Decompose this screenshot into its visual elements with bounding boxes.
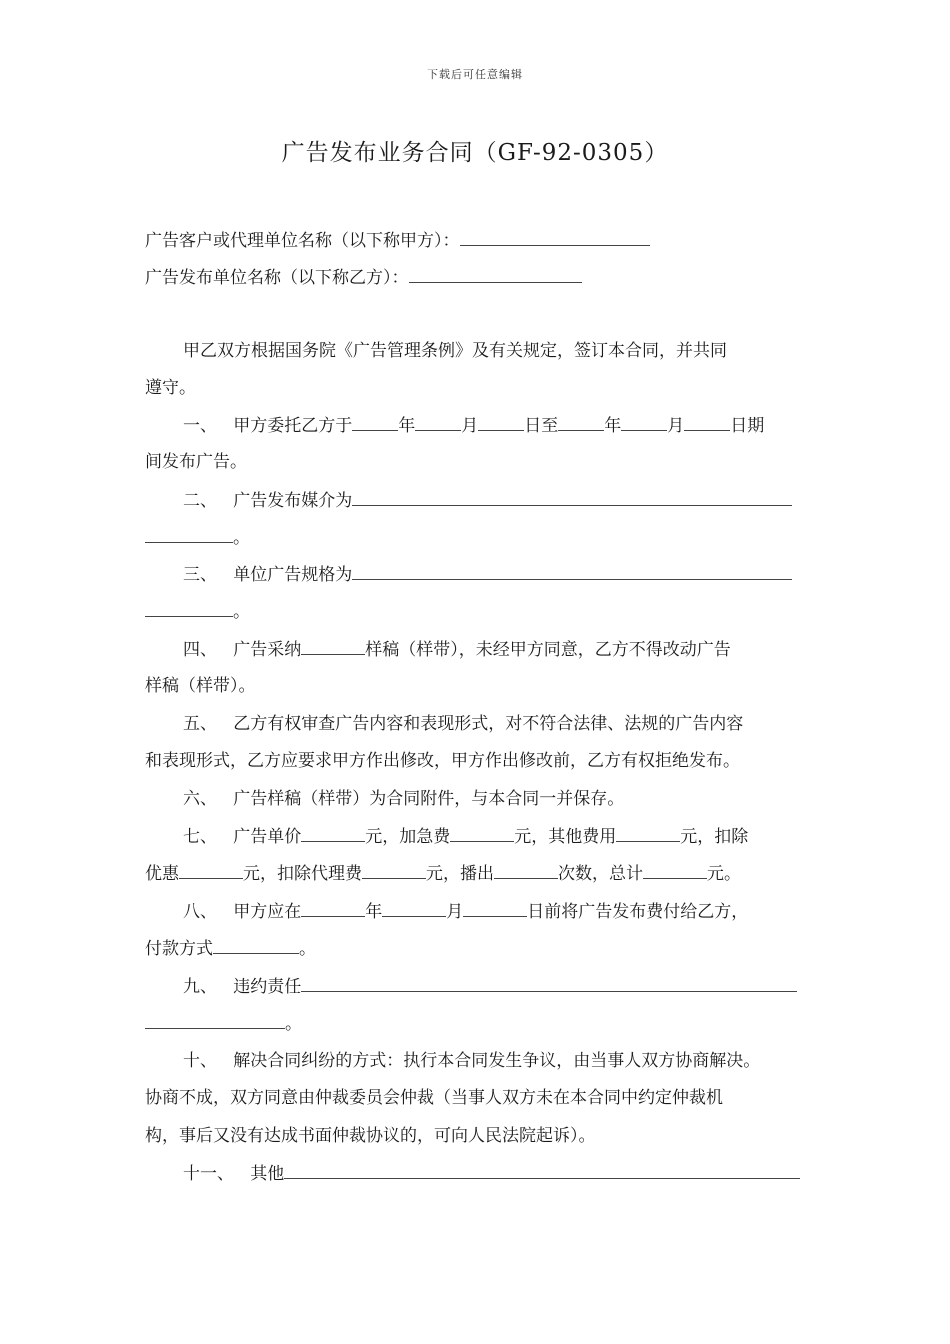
- party-b-line: [145, 266, 582, 289]
- clause-text: 其他: [250, 1164, 285, 1184]
- intro-line-2: 遵守。: [145, 378, 196, 398]
- clause-5-line-2: 和表现形式，乙方应要求甲方作出修改，甲方作出修改前，乙方有权拒绝发布。: [145, 751, 740, 771]
- intro-line-1: 甲乙双方根据国务院《广告管理条例》及有关规定，签订本合同，并共同: [183, 341, 727, 361]
- unit-year: 年: [604, 416, 622, 436]
- pay-month-blank: [382, 900, 446, 917]
- clause-10-line-3: 构，事后又没有达成书面仲裁协议的，可向人民法院起诉）。: [145, 1126, 596, 1146]
- sample-blank: [301, 638, 365, 655]
- clause-text: 单位广告规格为: [233, 565, 353, 585]
- clause-4-line-2: 样稿（样带）。: [145, 676, 256, 696]
- clause-text: 违约责任: [233, 977, 302, 997]
- unit-day-to: 日至: [524, 416, 559, 436]
- period: 。: [233, 602, 250, 622]
- unit-month: 月: [446, 902, 464, 922]
- deduct-label: 元，扣除: [680, 827, 749, 847]
- discount-label: 优惠: [145, 864, 179, 884]
- party-b-label: 广告发布单位名称（以下称乙方）：: [145, 268, 409, 288]
- spec-blank-cont: [145, 600, 233, 617]
- clause-number: 十一、: [183, 1164, 234, 1184]
- clause-2-line-2: [145, 526, 250, 549]
- unit-year: 年: [398, 416, 416, 436]
- end-day-blank: [684, 414, 730, 431]
- clause-number: 七、: [183, 827, 217, 847]
- pay-year-blank: [301, 900, 365, 917]
- clause-number: 三、: [183, 565, 217, 585]
- total-blank: [643, 862, 707, 879]
- clause-7-line-2: [145, 862, 741, 885]
- rush-fee-blank: [450, 825, 514, 842]
- agency-fee-label: 元，扣除代理费: [243, 864, 362, 884]
- clause-number: 十、: [183, 1051, 217, 1071]
- start-day-blank: [478, 414, 524, 431]
- clause-8: [183, 900, 748, 923]
- unit-month: 月: [667, 416, 685, 436]
- other-fee-label: 元，其他费用: [514, 827, 617, 847]
- clause-4: [183, 638, 731, 661]
- clause-11: [183, 1162, 800, 1185]
- clause-5: [183, 713, 743, 735]
- clause-3-line-2: [145, 600, 250, 623]
- clause-6: [183, 788, 624, 810]
- pay-day-blank: [463, 900, 527, 917]
- clause-text-cont: 样稿（样带），未经甲方同意，乙方不得改动广告: [365, 640, 731, 660]
- party-a-line: [145, 229, 650, 252]
- page-header: 下载后可任意编辑: [427, 68, 523, 81]
- unit-price-label: 广告单价: [233, 827, 302, 847]
- other-fee-blank: [616, 825, 680, 842]
- end-month-blank: [621, 414, 667, 431]
- end-year-blank: [558, 414, 604, 431]
- media-blank-cont: [145, 526, 233, 543]
- clause-text: 乙方有权审查广告内容和表现形式，对不符合法律、法规的广告内容: [233, 714, 744, 734]
- clause-number: 一、: [183, 416, 217, 436]
- period: 。: [285, 1014, 302, 1034]
- party-b-blank: [409, 266, 582, 283]
- clause-10: [183, 1050, 760, 1072]
- clause-number: 九、: [183, 977, 217, 997]
- clause-text: 甲方委托乙方于: [233, 416, 353, 436]
- document-title: 广告发布业务合同（GF-92-0305）: [281, 140, 669, 166]
- unit-price-blank: [301, 825, 365, 842]
- clause-number: 六、: [183, 789, 217, 809]
- yuan-end: 元。: [707, 864, 741, 884]
- clause-7: [183, 825, 748, 848]
- clause-1: [183, 414, 764, 437]
- clause-1-line-2: 间发布广告。: [145, 452, 247, 472]
- liability-blank-cont: [145, 1012, 285, 1029]
- clause-8-line-2: [145, 937, 316, 960]
- rush-fee-label: 元，加急费: [365, 827, 451, 847]
- spec-blank: [352, 563, 792, 580]
- media-blank: [352, 489, 792, 506]
- clause-3: [183, 563, 792, 586]
- pay-label: 甲方应在: [233, 902, 302, 922]
- unit-day-period: 日期: [730, 416, 765, 436]
- clause-10-line-2: 协商不成，双方同意由仲裁委员会仲裁（当事人双方未在本合同中约定仲裁机: [145, 1088, 723, 1108]
- party-a-blank: [460, 229, 650, 246]
- agency-fee-blank: [362, 862, 426, 879]
- unit-year: 年: [365, 902, 383, 922]
- broadcast-label: 元，播出: [426, 864, 494, 884]
- clause-text: 广告样稿（样带）为合同附件，与本合同一并保存。: [233, 789, 625, 809]
- payment-method-blank: [213, 937, 299, 954]
- period: 。: [233, 528, 250, 548]
- clause-number: 八、: [183, 902, 217, 922]
- start-year-blank: [352, 414, 398, 431]
- broadcast-count-blank: [494, 862, 558, 879]
- clause-text: 解决合同纠纷的方式：执行本合同发生争议，由当事人双方协商解决。: [233, 1051, 761, 1071]
- total-label: 次数，总计: [558, 864, 643, 884]
- unit-month: 月: [461, 416, 479, 436]
- clause-text: 广告发布媒介为: [233, 491, 353, 511]
- clause-2: [183, 489, 792, 512]
- payment-method-label: 付款方式: [145, 939, 213, 959]
- clause-number: 四、: [183, 640, 217, 660]
- liability-blank: [301, 975, 797, 992]
- clause-number: 五、: [183, 714, 217, 734]
- pay-text: 日前将广告发布费付给乙方，: [527, 902, 749, 922]
- clause-9: [183, 975, 797, 998]
- clause-number: 二、: [183, 491, 217, 511]
- start-month-blank: [415, 414, 461, 431]
- discount-blank: [179, 862, 243, 879]
- period: 。: [299, 939, 316, 959]
- party-a-label: 广告客户或代理单位名称（以下称甲方）：: [145, 231, 460, 251]
- clause-9-line-2: [145, 1012, 302, 1035]
- clause-text: 广告采纳: [233, 640, 302, 660]
- other-blank: [284, 1162, 800, 1179]
